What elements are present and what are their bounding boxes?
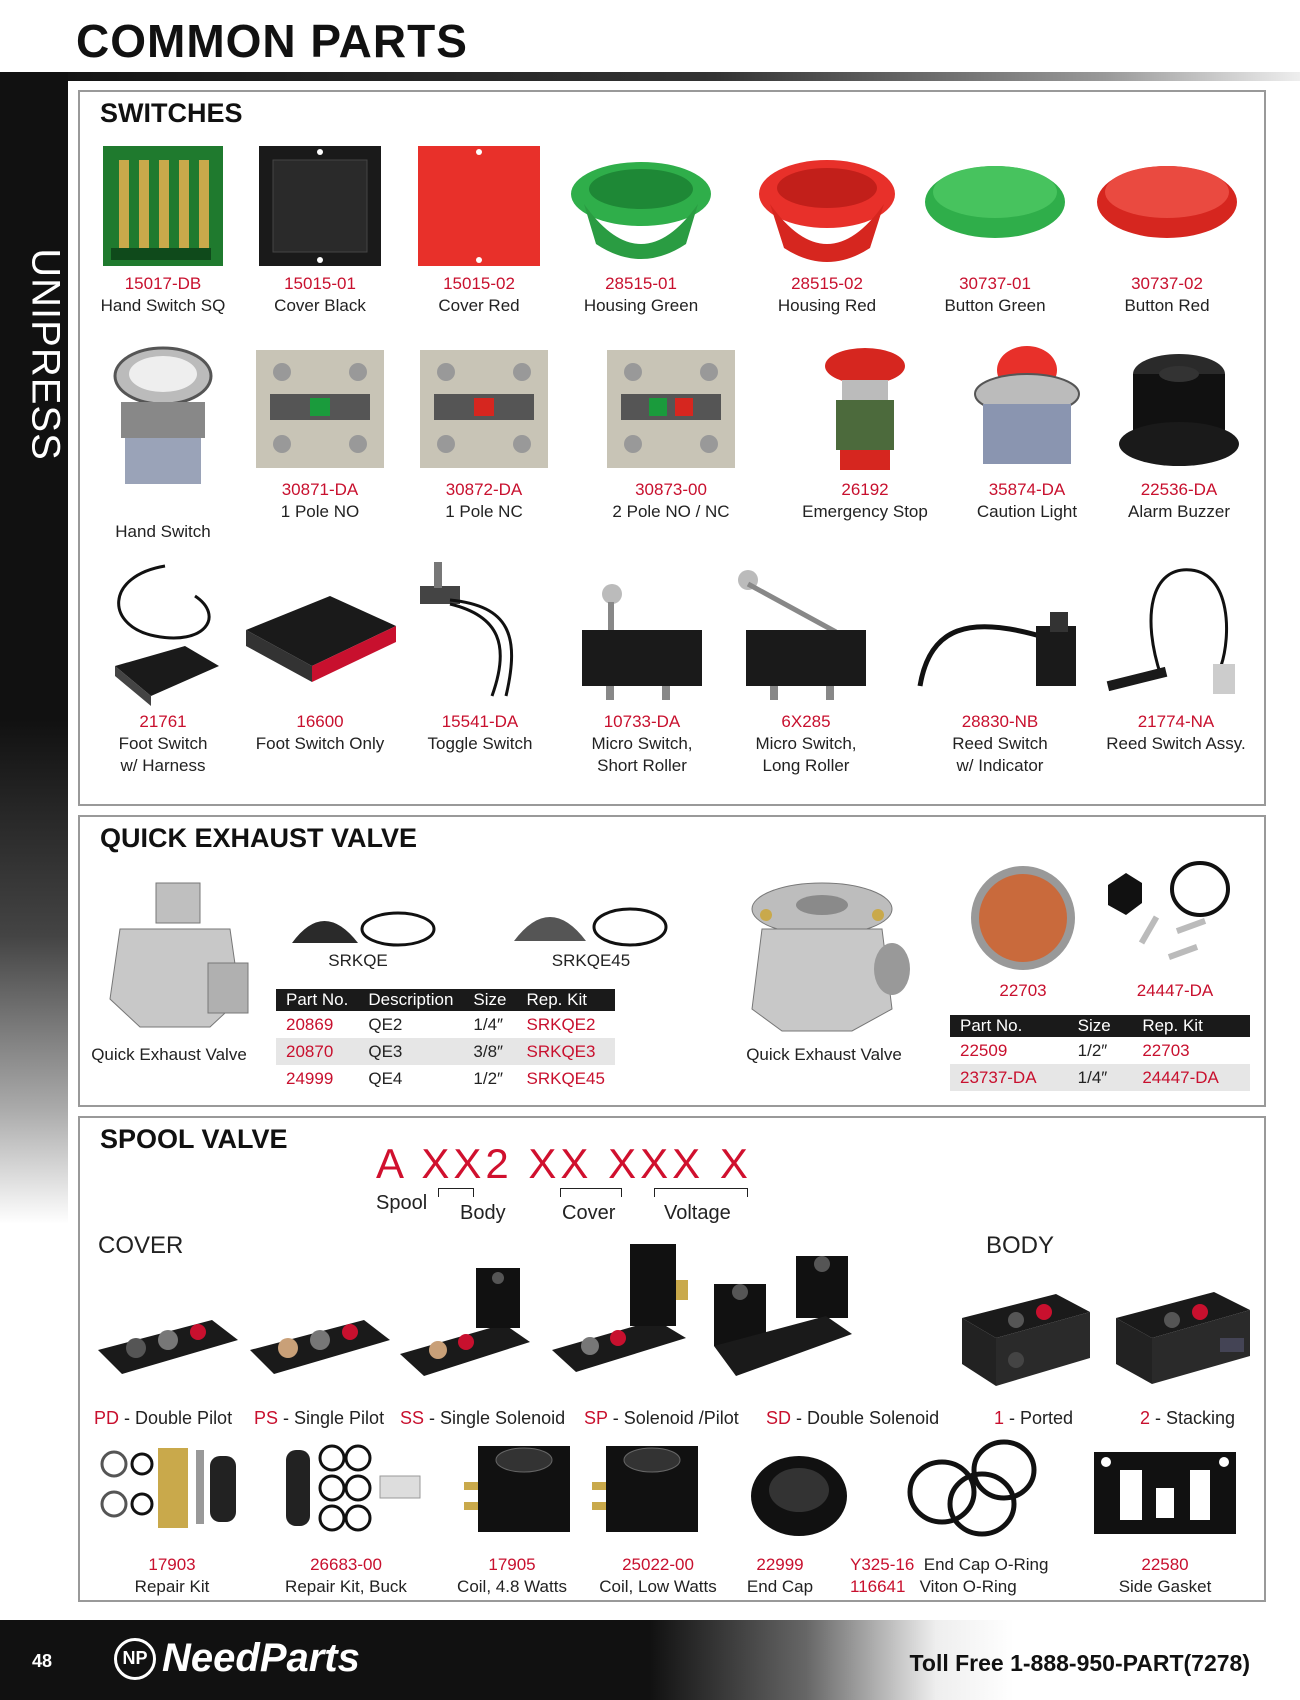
type-name: Single Solenoid	[440, 1408, 566, 1428]
part-desc: Micro Switch,	[755, 734, 857, 753]
single-pilot-valve-icon	[244, 1290, 394, 1390]
type-name: Double Pilot	[135, 1408, 233, 1428]
col-header: Description	[358, 989, 463, 1011]
code-label-cover: Cover	[562, 1202, 616, 1224]
part-repair-kit-buck	[266, 1554, 426, 1598]
sidebar-label: UNIPRESS	[23, 248, 68, 461]
end-cap-icon	[744, 1450, 854, 1540]
cell-size: 1/4″	[1068, 1064, 1133, 1091]
srkqe45-kit-icon	[510, 899, 670, 949]
red-button-icon	[1092, 144, 1242, 268]
col-header: Part No.	[276, 989, 358, 1011]
table-row	[276, 1065, 615, 1092]
product-caution-light	[952, 344, 1102, 523]
part-desc: Coil, 4.8 Watts	[457, 1577, 567, 1596]
green-housing-icon	[566, 144, 716, 268]
switches-panel	[78, 90, 1266, 806]
product-2-pole	[586, 344, 756, 523]
cell-size: 1/4″	[473, 1014, 504, 1034]
repair-kit-icon	[92, 1440, 242, 1536]
type-name: Ported	[1020, 1408, 1074, 1428]
code-label-spool: Spool	[376, 1192, 428, 1214]
hand-switch-icon	[103, 344, 223, 494]
part-desc: Repair Kit, Buck	[285, 1577, 407, 1596]
product-1-pole-nc	[404, 344, 564, 523]
type-code: SD	[766, 1408, 792, 1428]
type-name: Double Solenoid	[807, 1408, 940, 1428]
cell-part-no: 20870	[276, 1038, 358, 1065]
repair-kit-buck-icon	[276, 1436, 426, 1536]
part-desc: End Cap O-Ring	[923, 1555, 1049, 1574]
product-reed-switch-assy	[1094, 556, 1258, 755]
product-button-red	[1082, 144, 1252, 317]
part-desc: 2 Pole NO / NC	[612, 502, 730, 521]
double-pilot-valve-icon	[92, 1290, 242, 1390]
code-bracket-body	[438, 1188, 474, 1197]
product-housing-green	[556, 144, 726, 317]
product-emergency-stop	[780, 344, 950, 523]
toggle-switch-icon	[410, 556, 550, 706]
part-number: 22580	[1141, 1555, 1189, 1574]
cell-kit: SRKQE45	[526, 1068, 605, 1088]
part-desc: Hand Switch SQ	[100, 296, 226, 315]
qev-table-2	[950, 1015, 1250, 1091]
part-end-cap	[720, 1554, 840, 1598]
cell-size: 3/8″	[463, 1038, 516, 1065]
part-repair-kit	[92, 1554, 252, 1598]
quick-exhaust-valve-icon	[742, 879, 912, 1035]
foot-switch-icon	[240, 556, 400, 706]
part-b-number: 24447-DA	[1136, 981, 1214, 1000]
body-group-label: BODY	[986, 1232, 1055, 1259]
type-double-solenoid: SD - Double Solenoid	[766, 1408, 940, 1428]
part-number	[88, 499, 238, 521]
type-single-pilot: PS - Single Pilot	[254, 1408, 385, 1428]
single-solenoid-valve-icon	[394, 1258, 544, 1392]
spool-code: A XX2 XX XXX X	[376, 1140, 752, 1187]
part-desc: Housing Green	[583, 296, 699, 315]
circuit-board-icon	[101, 144, 225, 268]
part-number: 30737-02	[1131, 274, 1203, 293]
coil-icon	[458, 1436, 588, 1540]
qev-panel	[78, 815, 1266, 1107]
part-number: 10733-DA	[603, 712, 681, 731]
red-housing-icon	[752, 144, 902, 268]
brand-name: NeedParts	[162, 1636, 360, 1680]
product-toggle-switch	[400, 556, 560, 755]
part-desc-2: w/ Harness	[120, 756, 206, 775]
type-single-solenoid: SS - Single Solenoid	[400, 1408, 566, 1428]
part-desc: 1 Pole NO	[280, 502, 360, 521]
type-code: 1	[994, 1408, 1005, 1428]
reed-switch-icon	[1101, 556, 1251, 706]
o-ring-line-1	[850, 1554, 1080, 1576]
part-desc-2: Short Roller	[597, 756, 687, 775]
part-number: 28830-NB	[961, 712, 1039, 731]
type-stacking: 2 - Stacking	[1140, 1408, 1236, 1428]
part-desc: Reed Switch	[952, 734, 1048, 753]
type-code: PS	[254, 1408, 279, 1428]
part-desc: Coil, Low Watts	[599, 1577, 717, 1596]
code-bracket-voltage	[654, 1188, 748, 1197]
cell-desc: QE2	[368, 1014, 403, 1034]
product-hand-switch-sq	[88, 144, 238, 317]
part-desc-2: w/ Indicator	[956, 756, 1044, 775]
diaphragm-22703-icon	[968, 863, 1078, 973]
cell-kit: SRKQE3	[516, 1038, 614, 1065]
toll-free-number: Toll Free 1-888-950-PART(7278)	[909, 1650, 1250, 1676]
part-desc: Cover Red	[438, 296, 520, 315]
type-double-pilot: PD - Double Pilot	[94, 1408, 233, 1428]
part-number: 17905	[488, 1555, 536, 1574]
product-micro-switch-long	[716, 556, 896, 777]
part-desc: Hand Switch	[115, 522, 211, 541]
part-number: 30871-DA	[281, 480, 359, 499]
part-number: 16600	[296, 712, 344, 731]
cell-size: 1/2″	[473, 1068, 504, 1088]
cell-desc: QE3	[358, 1038, 463, 1065]
brand-mark-icon: NP	[114, 1638, 156, 1680]
product-1-pole-no	[240, 344, 400, 523]
part-desc-2: Long Roller	[762, 756, 850, 775]
type-code: PD	[94, 1408, 120, 1428]
part-number: 26192	[841, 480, 889, 499]
kit2-label: SRKQE45	[551, 951, 631, 970]
srkqe-kit-icon	[288, 903, 438, 951]
contact-block-icon	[601, 344, 741, 474]
type-name: Single Pilot	[294, 1408, 385, 1428]
switches-title: SWITCHES	[100, 98, 243, 128]
cell-kit: 22703	[1142, 1040, 1190, 1060]
part-number: 26683-00	[310, 1555, 382, 1574]
code-bracket-cover	[560, 1188, 622, 1197]
part-desc: Side Gasket	[1118, 1577, 1212, 1596]
brand-logo	[114, 1636, 360, 1681]
caution-light-icon	[967, 344, 1087, 474]
cell-kit: 24447-DA	[1132, 1064, 1250, 1091]
part-desc: Housing Red	[777, 296, 877, 315]
green-button-icon	[920, 144, 1070, 268]
cell-part-no: 20869	[286, 1014, 334, 1034]
reed-switch-icon	[910, 556, 1090, 706]
cell-size: 1/2″	[1077, 1040, 1108, 1060]
part-side-gasket	[1090, 1554, 1240, 1598]
col-header: Size	[1068, 1015, 1133, 1037]
sidebar	[0, 72, 68, 1512]
double-solenoid-valve-icon	[706, 1248, 866, 1390]
spool-title: SPOOL VALVE	[100, 1124, 288, 1154]
code-label-body: Body	[460, 1202, 506, 1224]
page-title: COMMON PARTS	[76, 15, 468, 67]
cell-part-no: 23737-DA	[950, 1064, 1068, 1091]
part-o-rings	[850, 1554, 1080, 1598]
part-number: 30872-DA	[445, 480, 523, 499]
cell-part-no: 24999	[286, 1068, 334, 1088]
o-ring-icon	[902, 1436, 1042, 1540]
contact-block-icon	[250, 344, 390, 474]
emergency-stop-icon	[810, 344, 920, 474]
part-number: 116641	[850, 1577, 906, 1596]
part-number: 35874-DA	[988, 480, 1066, 499]
cell-desc: QE4	[368, 1068, 403, 1088]
type-name: Solenoid /Pilot	[623, 1408, 739, 1428]
part-number: 28515-02	[791, 274, 863, 293]
type-name: Stacking	[1166, 1408, 1236, 1428]
qev-title: QUICK EXHAUST VALVE	[100, 823, 418, 853]
col-header: Part No.	[950, 1015, 1068, 1037]
part-a-number: 22703	[999, 981, 1047, 1000]
part-desc: End Cap	[746, 1577, 814, 1596]
solenoid-pilot-valve-icon	[546, 1240, 706, 1390]
part-desc: Alarm Buzzer	[1127, 502, 1231, 521]
part-number: 30737-01	[959, 274, 1031, 293]
part-desc: Micro Switch,	[591, 734, 693, 753]
product-hand-switch	[88, 344, 238, 543]
part-number: 6X285	[781, 712, 831, 731]
type-solenoid-pilot: SP - Solenoid /Pilot	[584, 1408, 739, 1428]
alarm-buzzer-icon	[1114, 344, 1244, 474]
cover-group-label: COVER	[98, 1232, 184, 1259]
table-row	[276, 1038, 615, 1065]
valve1-label: Quick Exhaust Valve	[91, 1045, 247, 1064]
part-number: 17903	[148, 1555, 196, 1574]
coil-icon	[586, 1436, 716, 1540]
product-cover-red	[404, 144, 554, 317]
product-housing-red	[742, 144, 912, 317]
table-header-row	[950, 1015, 1250, 1037]
micro-switch-icon	[572, 556, 712, 706]
red-cover-icon	[416, 144, 542, 268]
foot-switch-icon	[95, 556, 231, 706]
part-desc: Repair Kit	[134, 1577, 210, 1596]
cell-kit: SRKQE2	[526, 1014, 596, 1034]
product-cover-black	[245, 144, 395, 317]
product-reed-switch-indicator	[910, 556, 1090, 777]
part-desc: Button Green	[944, 296, 1046, 315]
o-ring-line-2	[850, 1576, 1080, 1598]
qev-table-1	[276, 989, 615, 1092]
cell-part-no: 22509	[960, 1040, 1008, 1060]
micro-switch-icon	[726, 556, 886, 706]
part-number: Y325-16	[850, 1555, 915, 1574]
valve2-label: Quick Exhaust Valve	[746, 1045, 902, 1064]
part-number: 15017-DB	[124, 274, 202, 293]
ported-body-icon	[956, 1268, 1096, 1392]
page-number: 48	[32, 1651, 53, 1671]
title-rule	[0, 72, 1300, 81]
table-row	[950, 1037, 1250, 1064]
part-number: 28515-01	[605, 274, 677, 293]
col-header: Size	[463, 989, 516, 1011]
code-label-voltage: Voltage	[664, 1202, 731, 1224]
product-alarm-buzzer	[1104, 344, 1254, 523]
part-number: 15541-DA	[441, 712, 519, 731]
part-desc: Cover Black	[274, 296, 366, 315]
spool-panel	[78, 1116, 1266, 1602]
part-number: 15015-01	[284, 274, 356, 293]
part-coil-low	[578, 1554, 738, 1598]
part-desc: 1 Pole NC	[445, 502, 523, 521]
black-cover-icon	[257, 144, 383, 268]
part-number: 25022-00	[622, 1555, 694, 1574]
kit1-label: SRKQE	[328, 951, 388, 970]
part-desc: Caution Light	[976, 502, 1078, 521]
type-ported: 1 - Ported	[994, 1408, 1074, 1428]
kit-24447-icon	[1090, 857, 1240, 967]
type-code: SS	[400, 1408, 425, 1428]
part-coil-4-8	[432, 1554, 592, 1598]
table-row	[276, 1011, 615, 1038]
part-desc: Emergency Stop	[802, 502, 928, 521]
col-header: Rep. Kit	[516, 989, 614, 1011]
part-desc: Reed Switch Assy.	[1106, 734, 1246, 753]
part-desc: Foot Switch	[118, 734, 208, 753]
type-code: SP	[584, 1408, 608, 1428]
table-row	[950, 1064, 1250, 1091]
part-desc: Foot Switch Only	[255, 734, 385, 753]
product-micro-switch-short	[552, 556, 732, 777]
part-number: 21774-NA	[1137, 712, 1215, 731]
part-desc: Toggle Switch	[427, 734, 533, 753]
part-desc: Viton O-Ring	[919, 1577, 1017, 1596]
col-header: Rep. Kit	[1132, 1015, 1250, 1037]
part-number: 30873-00	[635, 480, 707, 499]
stacking-body-icon	[1110, 1268, 1260, 1392]
side-gasket-icon	[1090, 1448, 1240, 1538]
product-foot-switch-only	[240, 556, 400, 755]
product-foot-switch-harness	[88, 556, 238, 777]
part-number: 22536-DA	[1140, 480, 1218, 499]
quick-exhaust-valve-icon	[100, 879, 250, 1031]
table-header-row	[276, 989, 615, 1011]
part-desc: Button Red	[1124, 296, 1210, 315]
contact-block-icon	[414, 344, 554, 474]
product-button-green	[910, 144, 1080, 317]
part-number: 21761	[139, 712, 187, 731]
type-code: 2	[1140, 1408, 1151, 1428]
part-number: 22999	[756, 1555, 804, 1574]
part-number: 15015-02	[443, 274, 515, 293]
